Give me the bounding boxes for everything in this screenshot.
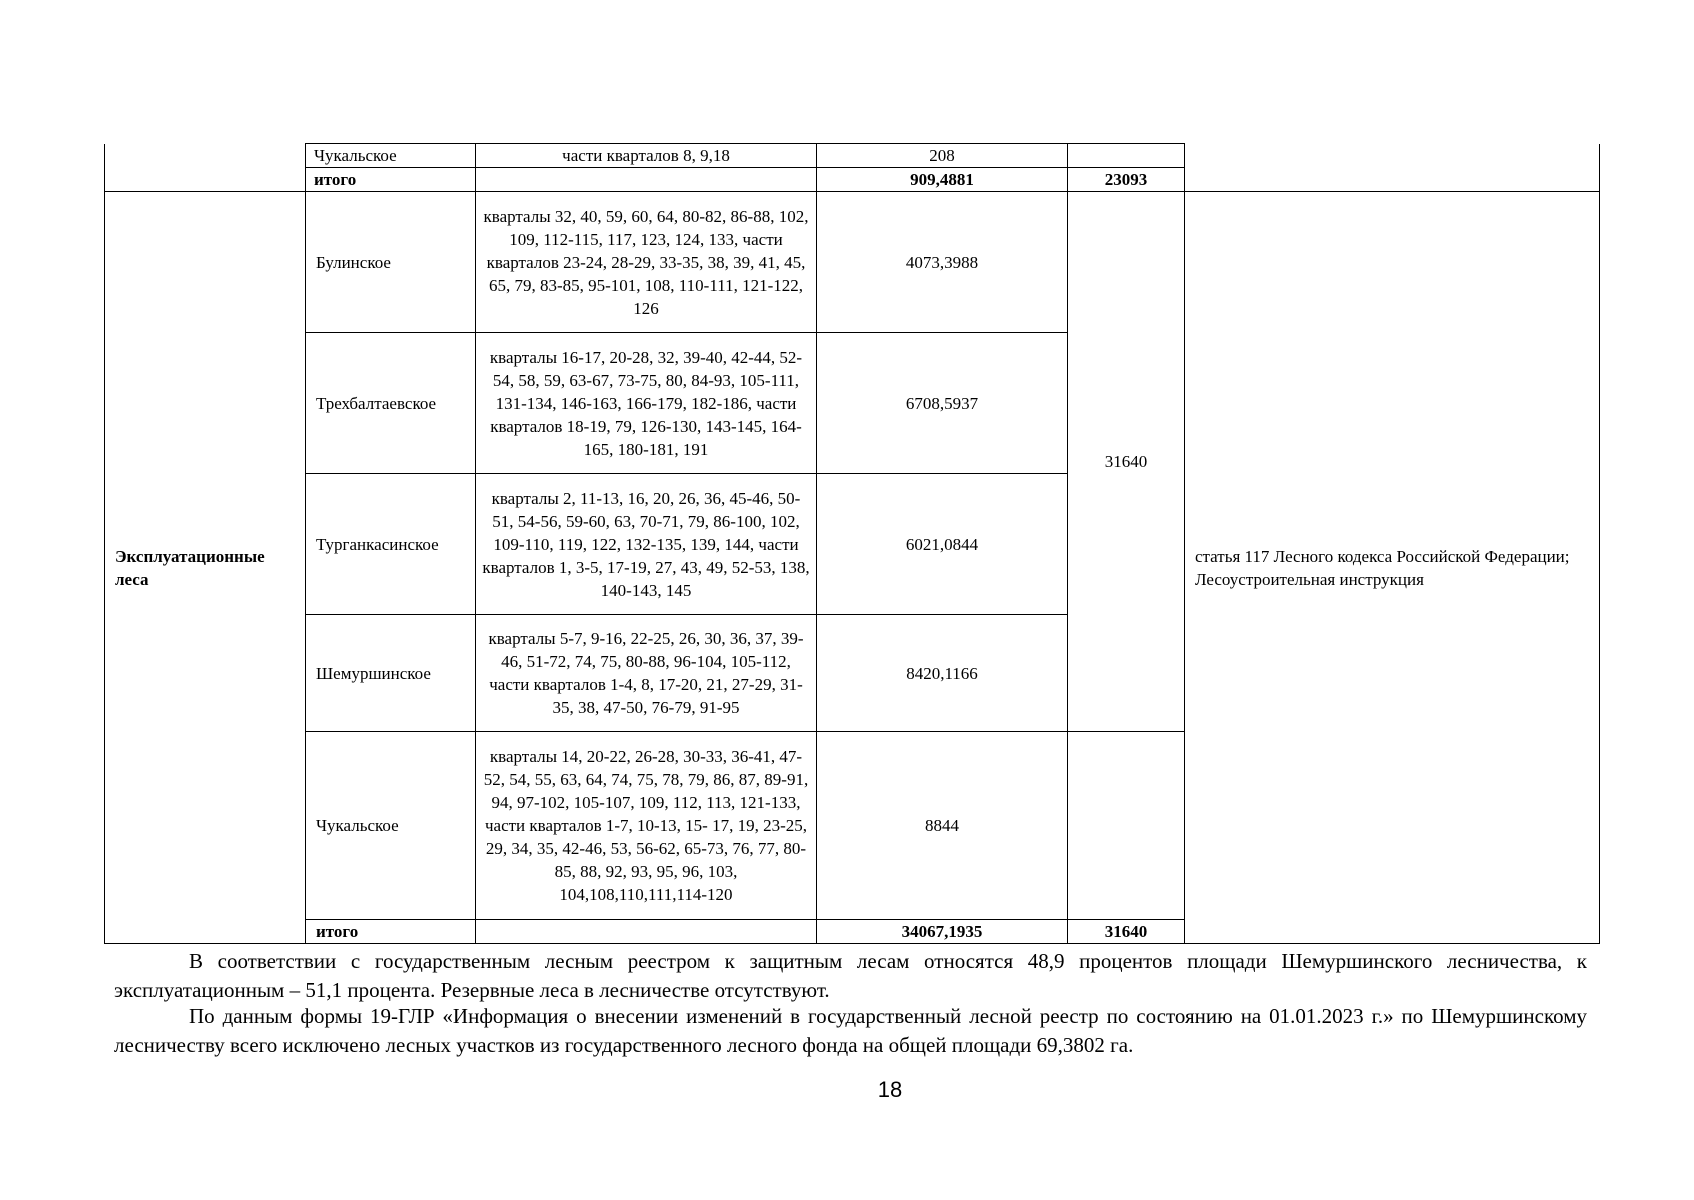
total-count-cell: 31640 <box>1068 920 1185 944</box>
quarters-cell: части кварталов 8, 9,18 <box>476 144 817 168</box>
body-paragraph <box>114 947 1587 1005</box>
quarters-cell: кварталы 16-17, 20-28, 32, 39-40, 42-44, 52-54, 58, 59, 63-67, 73-75, 80, 84-93, 105-111, 131-134, 146-163, 166-179, 182-186, части кварталов 18-19, 79, 126-130, 143-145, 164-165, 180-181, 191 <box>476 333 817 474</box>
category-cell: Эксплуатационные леса <box>105 192 306 944</box>
count-cell <box>1068 732 1185 920</box>
area-cell: 4073,3988 <box>817 192 1068 333</box>
page-number: 18 <box>877 1077 903 1102</box>
forest-category-table <box>104 143 1600 944</box>
quarters-cell: кварталы 14, 20-22, 26-28, 30-33, 36-41, 47-52, 54, 55, 63, 64, 74, 75, 78, 79, 86, 87, 89-91, 94, 97-102, 105-107, 109, 112, 113, 121-133, части кварталов 1-7, 10-13, 15- 17, 19, 23-25, 29, 34, 35, 42-46, 53, 56-62, 65-73, 76, 77, 80-85, 88, 92, 93, 95, 96, 103, 104,108,110,111,114-120 <box>476 732 817 920</box>
count-cell <box>1068 144 1185 168</box>
quarters-cell: кварталы 5-7, 9-16, 22-25, 26, 30, 36, 37, 39-46, 51-72, 74, 75, 80-88, 96-104, 105-112, части кварталов 1-4, 8, 17-20, 21, 27-29, 31-35, 38, 47-50, 76-79, 91-95 <box>476 615 817 732</box>
basis-cell-continued <box>1185 144 1600 192</box>
area-cell: 208 <box>817 144 1068 168</box>
forestry-cell: Чукальское <box>306 732 476 920</box>
basis-line: статья 117 Лесного кодекса Российской Федерации; <box>1195 546 1570 566</box>
forestry-cell: Шемуршинское <box>306 615 476 732</box>
total-label-cell: итого <box>306 920 476 944</box>
legal-basis-cell <box>1185 192 1600 944</box>
forestry-cell: Турганкасинское <box>306 474 476 615</box>
quarters-cell: кварталы 32, 40, 59, 60, 64, 80-82, 86-88, 102, 109, 112-115, 117, 123, 124, 133, части кварталов 23-24, 28-29, 33-35, 38, 39, 41, 45, 65, 79, 83-85, 95-101, 108, 110-111, 121-122, 126 <box>476 192 817 333</box>
quarters-cell <box>476 920 817 944</box>
subtotal-count-cell: 23093 <box>1068 168 1185 192</box>
paragraph-text: По данным формы 19-ГЛР «Информация о внесении изменений в государственный лесной реестр по состоянию на 01.01.2023 г.» по Шемуршинскому лесничеству всего исключено лесных участков из государственного лесного фонда на общей площади 69,3802 га. <box>114 1004 1587 1057</box>
quarters-cell <box>476 168 817 192</box>
quarters-cell: кварталы 2, 11-13, 16, 20, 26, 36, 45-46, 50-51, 54-56, 59-60, 63, 70-71, 79, 86-100, 102, 109-110, 119, 122, 132-135, 139, 144, части кварталов 1, 3-5, 17-19, 27, 43, 49, 52-53, 138, 140-143, 145 <box>476 474 817 615</box>
basis-line: Лесоустроительная инструкция <box>1195 569 1424 589</box>
subtotal-area-cell: 909,4881 <box>817 168 1068 192</box>
forestry-cell: Булинское <box>306 192 476 333</box>
table-row <box>105 192 1600 333</box>
body-paragraph <box>114 1002 1587 1060</box>
table-row <box>105 144 1600 168</box>
area-cell: 8420,1166 <box>817 615 1068 732</box>
forestry-cell: Чукальское <box>306 144 476 168</box>
subtotal-label-cell: итого <box>306 168 476 192</box>
area-cell: 8844 <box>817 732 1068 920</box>
area-cell: 6708,5937 <box>817 333 1068 474</box>
merged-count-cell: 31640 <box>1068 192 1185 732</box>
total-area-cell: 34067,1935 <box>817 920 1068 944</box>
paragraph-text: В соответствии с государственным лесным реестром к защитным лесам относятся 48,9 процентов площади Шемуршинского лесничества, к эксплуатационным – 51,1 процента. Резервные леса в лесничестве отсутствуют. <box>114 949 1587 1002</box>
category-cell-continued <box>105 144 306 192</box>
area-cell: 6021,0844 <box>817 474 1068 615</box>
forestry-cell: Трехбалтаевское <box>306 333 476 474</box>
